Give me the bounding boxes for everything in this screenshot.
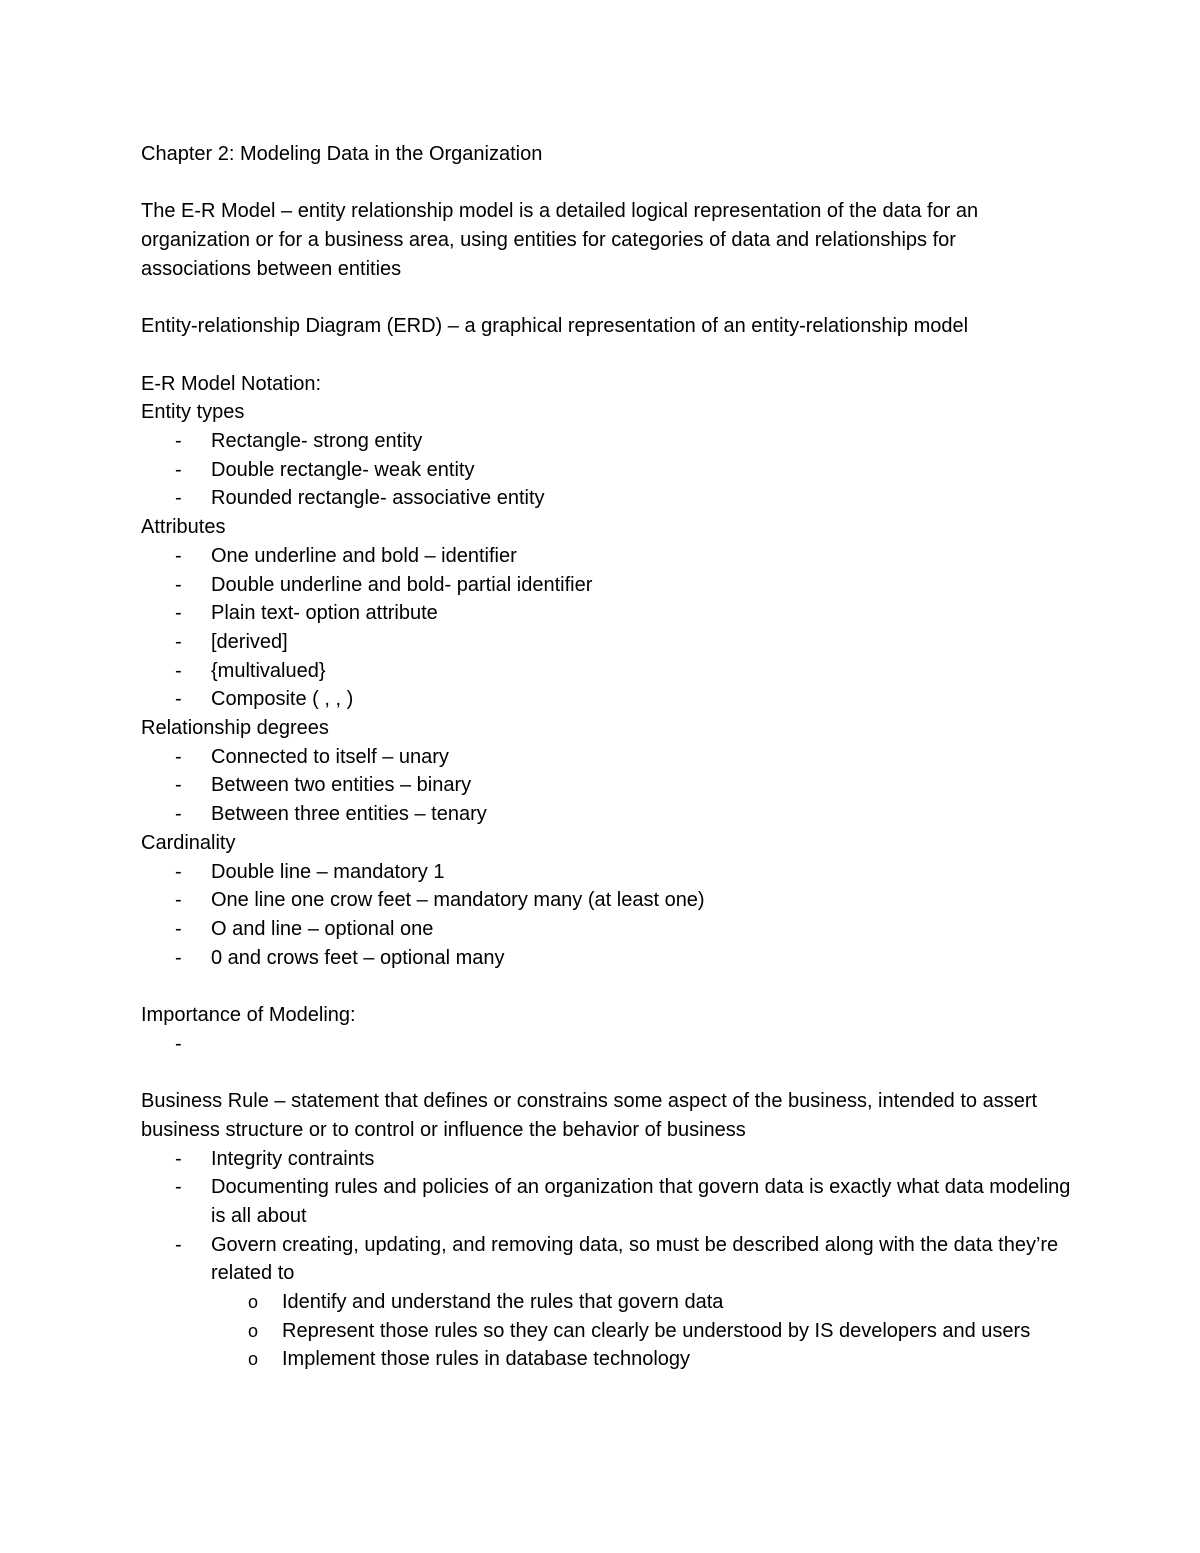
business-rule-sublist [141, 1288, 1071, 1374]
list-item: - Between two entities – binary [141, 771, 1071, 800]
list-item: - One underline and bold – identifier [141, 542, 1071, 571]
entity-types-list [141, 427, 1071, 513]
list-item: - {multivalued} [141, 657, 1071, 686]
dash-bullet: - [175, 544, 182, 567]
dash-bullet: - [175, 745, 182, 768]
list-item: - [derived] [141, 628, 1071, 657]
cardinality-list [141, 858, 1071, 973]
notation-heading: E-R Model Notation: [141, 372, 322, 395]
dash-bullet: - [175, 889, 182, 912]
dash-bullet: - [175, 688, 182, 711]
dash-bullet: - [175, 573, 182, 596]
dash-bullet: - [175, 602, 182, 625]
list-item: - Rectangle- strong entity [141, 427, 1071, 456]
dash-bullet: - [175, 429, 182, 452]
dash-bullet: - [175, 630, 182, 653]
dash-bullet: - [175, 1032, 182, 1055]
attributes-list [141, 542, 1071, 714]
dash-bullet: - [175, 1176, 182, 1199]
list-item: - Integrity contraints [141, 1145, 1071, 1174]
list-item: - Documenting rules and policies of an organization that govern data is exactly what data modeling is all about [141, 1173, 1071, 1230]
document-page [141, 140, 1071, 1374]
entity-types-heading: Entity types [141, 401, 245, 424]
business-rule-list [141, 1145, 1071, 1289]
importance-list [141, 1030, 1071, 1059]
list-item: - Composite ( , , ) [141, 685, 1071, 714]
dash-bullet: - [175, 1233, 182, 1256]
list-item: - Rounded rectangle- associative entity [141, 484, 1071, 513]
document-title: Chapter 2: Modeling Data in the Organization [141, 143, 543, 165]
dash-bullet: - [175, 774, 182, 797]
list-item: - O and line – optional one [141, 915, 1071, 944]
circle-bullet: o [248, 1349, 259, 1370]
dash-bullet: - [175, 946, 182, 969]
dash-bullet: - [175, 458, 182, 481]
spacer [141, 169, 1071, 198]
sub-list-item: o Identify and understand the rules that govern data [141, 1288, 1071, 1317]
list-item: - Plain text- option attribute [141, 599, 1071, 628]
list-item: - Between three entities – tenary [141, 800, 1071, 829]
relationship-degrees-heading: Relationship degrees [141, 717, 329, 740]
er-model-paragraph: The E-R Model – entity relationship model is a detailed logical representation of the data for an organization or for a business area, using entities for categories of data and relationships for associations between entities [141, 200, 979, 280]
spacer [141, 284, 1071, 313]
attributes-heading: Attributes [141, 516, 226, 539]
list-item [141, 1030, 1071, 1059]
dash-bullet: - [175, 803, 182, 826]
list-item: - Govern creating, updating, and removing data, so must be described along with the data they’re related to [141, 1231, 1071, 1288]
sub-list-item: o Represent those rules so they can clearly be understood by IS developers and users [141, 1317, 1071, 1346]
list-item: - Double underline and bold- partial identifier [141, 571, 1071, 600]
importance-heading: Importance of Modeling: [141, 1004, 356, 1027]
spacer [141, 972, 1071, 1001]
business-rule-paragraph: Business Rule – statement that defines or constrains some aspect of the business, intended to assert business structure or to control or influence the behavior of business [141, 1090, 1038, 1141]
spacer [141, 341, 1071, 370]
dash-bullet: - [175, 487, 182, 510]
sub-list-item: o Implement those rules in database technology [141, 1345, 1071, 1374]
relationship-degrees-list [141, 743, 1071, 829]
list-item: - Double line – mandatory 1 [141, 858, 1071, 887]
circle-bullet: o [248, 1292, 259, 1313]
list-item: - Connected to itself – unary [141, 743, 1071, 772]
cardinality-heading: Cardinality [141, 831, 236, 854]
dash-bullet: - [175, 659, 182, 682]
spacer [141, 1058, 1071, 1087]
list-item: - 0 and crows feet – optional many [141, 944, 1071, 973]
circle-bullet: o [248, 1320, 259, 1341]
list-item: - One line one crow feet – mandatory many (at least one) [141, 886, 1071, 915]
dash-bullet: - [175, 860, 182, 883]
dash-bullet: - [175, 1147, 182, 1170]
dash-bullet: - [175, 917, 182, 940]
erd-paragraph: Entity-relationship Diagram (ERD) – a graphical representation of an entity-relationship model [141, 315, 969, 338]
list-item: - Double rectangle- weak entity [141, 456, 1071, 485]
